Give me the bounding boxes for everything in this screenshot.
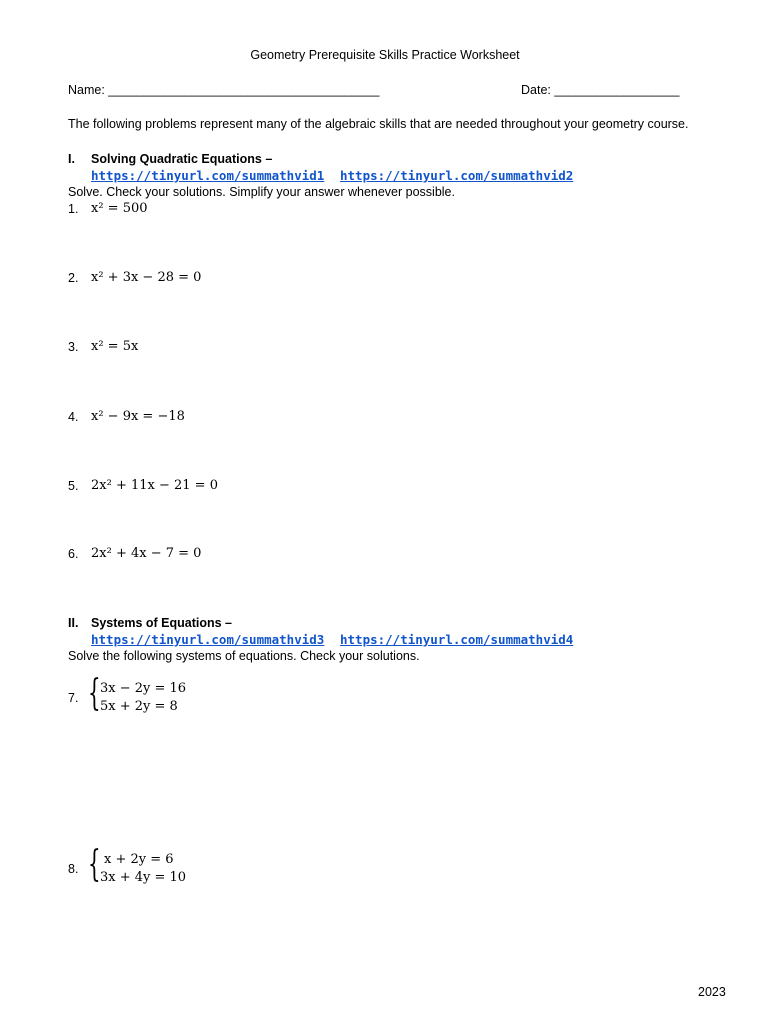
section-1-link-1[interactable]: https://tinyurl.com/summathvid1 bbox=[91, 168, 325, 183]
section-1-instruction: Solve. Check your solutions. Simplify your answer whenever possible. bbox=[68, 185, 455, 199]
problem-1-equation: x² = 500 bbox=[91, 201, 148, 216]
section-1-number: I. bbox=[68, 152, 75, 166]
section-1-title: Solving Quadratic Equations – bbox=[91, 152, 273, 166]
brace-symbol: { bbox=[88, 844, 101, 885]
problem-6-equation: 2x² + 4x − 7 = 0 bbox=[91, 546, 202, 561]
section-2-link-1[interactable]: https://tinyurl.com/summathvid3 bbox=[91, 632, 325, 647]
problem-5-number: 5. bbox=[68, 479, 79, 493]
brace-symbol: { bbox=[88, 673, 101, 714]
problem-3-equation: x² = 5x bbox=[91, 339, 139, 354]
intro-text: The following problems represent many of the algebraic skills that are needed throughout your geometry course. bbox=[68, 117, 689, 131]
problem-1-number: 1. bbox=[68, 202, 79, 216]
section-2-title: Systems of Equations – bbox=[91, 616, 233, 630]
problem-8-equation-2: 3x + 4y = 10 bbox=[100, 870, 187, 885]
problem-2-equation: x² + 3x − 28 = 0 bbox=[91, 270, 202, 285]
problem-8-equation-1: x + 2y = 6 bbox=[104, 852, 174, 867]
section-1-link-2[interactable]: https://tinyurl.com/summathvid2 bbox=[340, 168, 574, 183]
problem-4-equation: x² − 9x = −18 bbox=[91, 409, 185, 424]
problem-7-number: 7. bbox=[68, 691, 79, 705]
section-2-number: II. bbox=[68, 616, 79, 630]
name-field-line: Name: _______________________________________ bbox=[68, 83, 380, 97]
problem-7-system bbox=[88, 673, 208, 717]
problem-5-equation: 2x² + 11x − 21 = 0 bbox=[91, 478, 218, 493]
problem-3-number: 3. bbox=[68, 340, 79, 354]
problem-8-system bbox=[88, 844, 208, 888]
problem-7-equation-1: 3x − 2y = 16 bbox=[100, 681, 187, 696]
problem-7-equation-2: 5x + 2y = 8 bbox=[100, 699, 178, 714]
section-2-instruction: Solve the following systems of equations. Check your solutions. bbox=[68, 649, 420, 663]
footer-year: 2023 bbox=[698, 985, 726, 999]
page-title: Geometry Prerequisite Skills Practice Worksheet bbox=[250, 48, 520, 62]
problem-4-number: 4. bbox=[68, 410, 79, 424]
problem-6-number: 6. bbox=[68, 547, 79, 561]
date-field-line: Date: __________________ bbox=[521, 83, 680, 97]
problem-2-number: 2. bbox=[68, 271, 79, 285]
problem-8-number: 8. bbox=[68, 862, 79, 876]
section-2-link-2[interactable]: https://tinyurl.com/summathvid4 bbox=[340, 632, 574, 647]
